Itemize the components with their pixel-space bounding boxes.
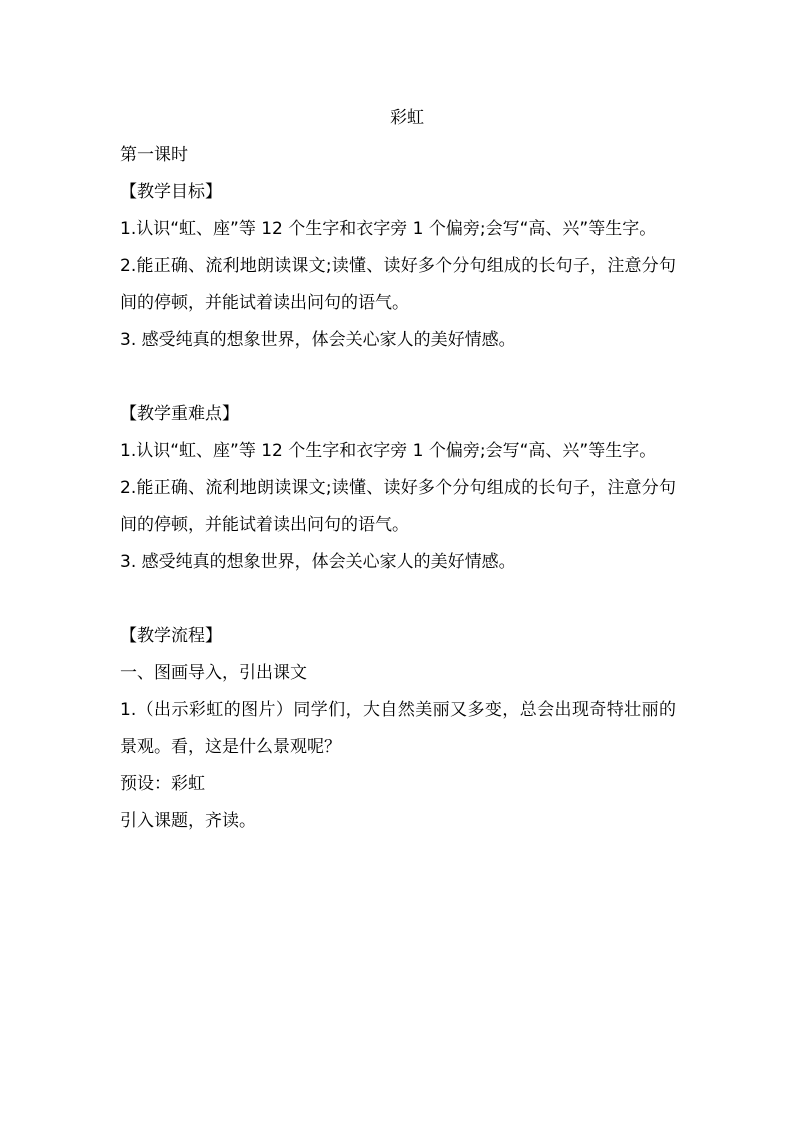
document-body: [120, 100, 676, 840]
preset-answer: 预设：彩虹: [120, 774, 205, 794]
objective-item-1: 1.认识“虹、座”等 12 个生字和衣字旁 1 个偏旁;会写“高、兴”等生字。: [120, 219, 657, 239]
objectives-heading: 【教学目标】: [120, 182, 222, 202]
section-spacer: [120, 359, 676, 396]
process-step-1: 一、图画导入，引出课文: [120, 663, 307, 683]
key-point-item-2: 2.能正确、流利地朗读课文;读懂、读好多个分句组成的长句子，注意分句间的停顿，并能试着读出问句的语气。: [120, 478, 676, 535]
key-points-heading: 【教学重难点】: [120, 404, 239, 424]
process-item-1: 1.（出示彩虹的图片）同学们，大自然美丽又多变，总会出现奇特壮丽的景观。看，这是什么景观呢？: [120, 700, 676, 757]
process-heading: 【教学流程】: [120, 626, 222, 646]
lesson-label: 第一课时: [120, 145, 188, 165]
objective-item-3: 3. 感受纯真的想象世界，体会关心家人的美好情感。: [120, 330, 516, 350]
key-point-item-3: 3. 感受纯真的想象世界，体会关心家人的美好情感。: [120, 552, 516, 572]
document-title: 彩虹: [390, 108, 424, 128]
objective-item-2: 2.能正确、流利地朗读课文;读懂、读好多个分句组成的长句子，注意分句间的停顿，并能试着读出问句的语气。: [120, 256, 676, 313]
intro-text: 引入课题，齐读。: [120, 811, 256, 831]
key-point-item-1: 1.认识“虹、座”等 12 个生字和衣字旁 1 个偏旁;会写“高、兴”等生字。: [120, 441, 657, 461]
section-spacer: [120, 581, 676, 618]
